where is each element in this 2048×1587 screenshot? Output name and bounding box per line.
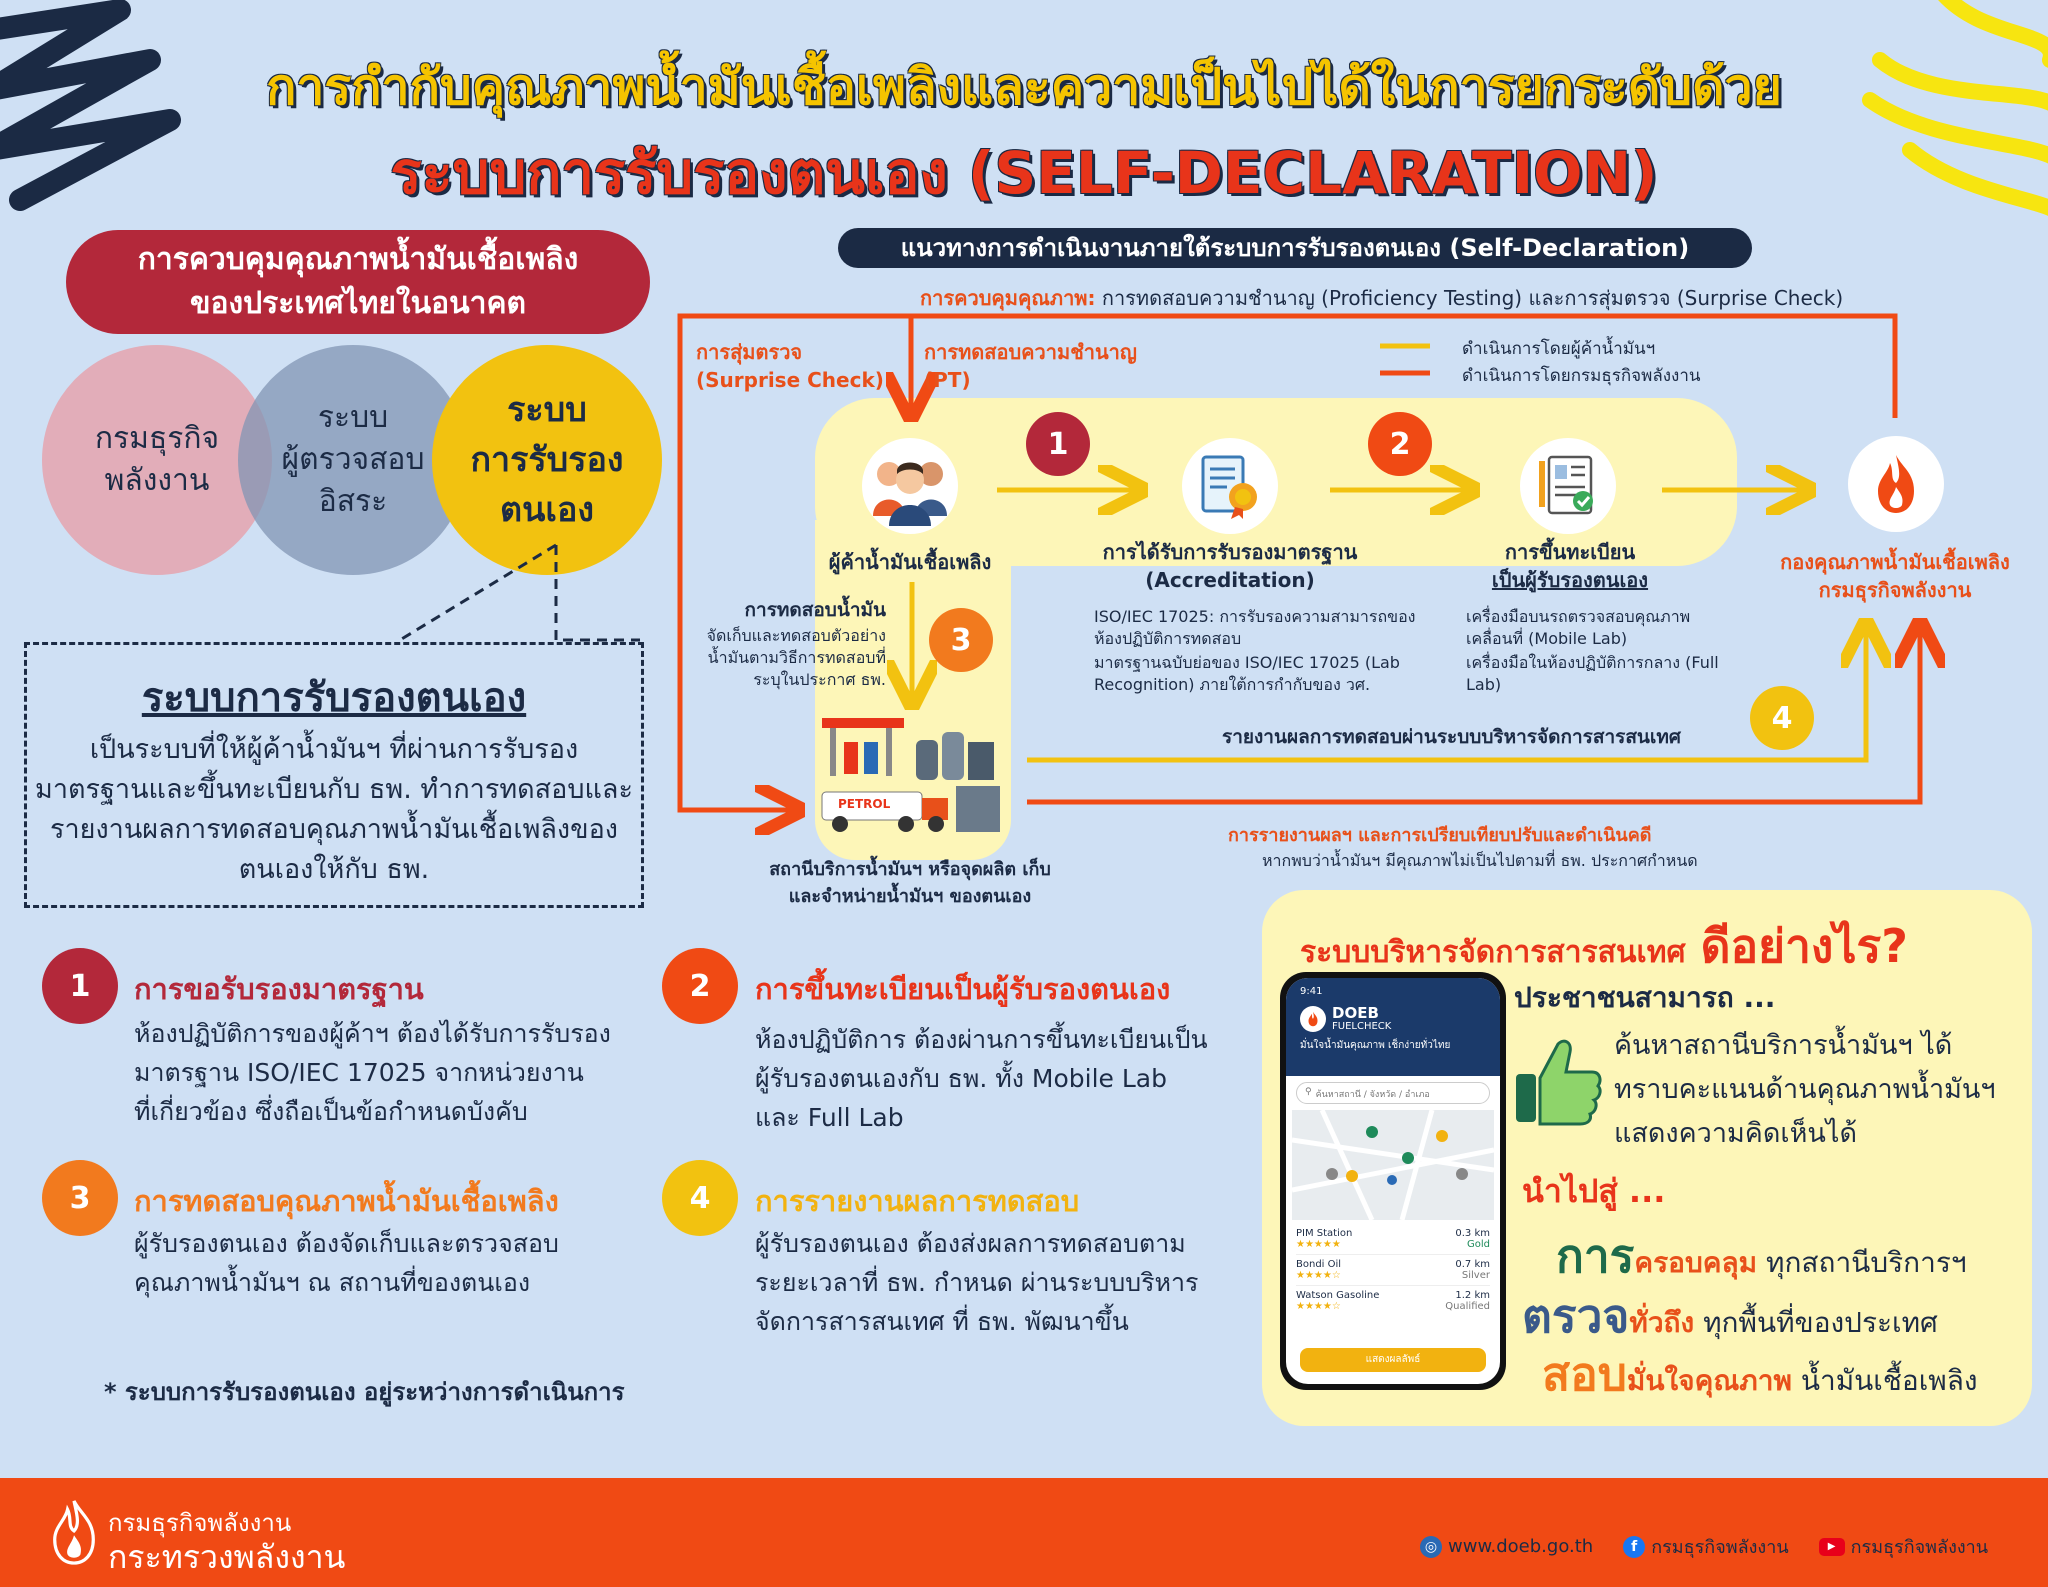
registration-bullet: เครื่องมือในห้องปฏิบัติการกลาง (Full Lab)	[1466, 653, 1719, 694]
circle-doeb-line2: พลังงาน	[104, 463, 210, 498]
facebook-link[interactable]: กรมธุรกิจพลังงาน	[1651, 1537, 1789, 1558]
station-line2: และจำหน่ายน้ำมันฯ ของตนเอง	[788, 886, 1032, 907]
proficiency-test-line1: การทดสอบความชำนาญ	[924, 340, 1137, 364]
certificate-icon	[1182, 438, 1278, 534]
accreditation-bullets	[1090, 606, 1420, 696]
accreditation-label	[1080, 538, 1380, 594]
compare-title: การรายงานผลฯ และการเปรียบเทียบปรับและดำเนินคดี	[1228, 825, 1652, 846]
registration-line1: การขึ้นทะเบียน	[1504, 540, 1636, 564]
fuel-quality-division-label	[1760, 548, 2030, 604]
star-rating-icon: ★★★★★	[1296, 1239, 1341, 1250]
info-heading-text: ระบบบริหารจัดการสารสนเทศ	[1300, 935, 1686, 970]
search-placeholder: ค้นหาสถานี / จังหวัด / อำเภอ	[1315, 1090, 1430, 1100]
step-1-number: 1	[42, 948, 118, 1024]
star-rating-icon: ★★★★☆	[1296, 1270, 1341, 1281]
outcome-big: การ	[1556, 1229, 1635, 1283]
quality-control-label: การควบคุมคุณภาพ:	[920, 286, 1096, 310]
trader-label: ผู้ค้าน้ำมันเชื้อเพลิง	[828, 550, 992, 574]
registration-form-icon	[1520, 438, 1616, 534]
surprise-check-line2: (Surprise Check)	[696, 368, 884, 392]
future-control-pill-line2: ของประเทศไทยในอนาคต	[189, 286, 527, 321]
outcome-mid: มั่นใจคุณภาพ	[1626, 1364, 1792, 1397]
flow-step-4-badge: 4	[1750, 686, 1814, 750]
step-1-title: การขอรับรองมาตรฐาน	[134, 972, 424, 1006]
footer-flame-logo-icon	[44, 1492, 104, 1572]
definition-title: ระบบการรับรองตนเอง	[141, 675, 527, 721]
station-dist: 0.3 km	[1455, 1228, 1490, 1239]
globe-icon: ◎	[1420, 1536, 1442, 1558]
outcome-mid: ครอบคลุม	[1634, 1246, 1758, 1279]
legend-orange: ดำเนินการโดยกรมธุรกิจพลังงาน	[1462, 366, 1701, 386]
list-item[interactable]	[1296, 1286, 1490, 1316]
flow-step-1-badge: 1	[1026, 412, 1090, 476]
list-item[interactable]	[1296, 1224, 1490, 1255]
phone-map[interactable]	[1292, 1110, 1494, 1220]
registration-label	[1430, 538, 1710, 594]
station-grade: Qualified	[1445, 1301, 1490, 1312]
step-4-line: จัดการสารสนเทศ ที่ ธพ. พัฒนาขึ้น	[755, 1307, 1129, 1336]
step-3-line: ผู้รับรองตนเอง ต้องจัดเก็บและตรวจสอบ	[134, 1229, 559, 1258]
accreditation-bullet: มาตรฐานฉบับย่อของ ISO/IEC 17025 (Lab Recognition) ภายใต้การกำกับของ วศ.	[1094, 653, 1400, 694]
registration-bullets	[1462, 606, 1722, 696]
future-control-pill-line1: การควบคุมคุณภาพน้ำมันเชื้อเพลิง	[137, 242, 579, 277]
circle-self-line3: ตนเอง	[500, 490, 594, 530]
compare-text: หากพบว่าน้ำมันฯ มีคุณภาพไม่เป็นไปตามที่ ธพ. ประกาศกำหนด	[1262, 851, 1698, 870]
registration-line2: เป็นผู้รับรองตนเอง	[1491, 568, 1649, 592]
app-tagline: มั่นใจน้ำมันคุณภาพ เช็กง่ายทั่วไทย	[1300, 1040, 1451, 1051]
step-2-line: และ Full Lab	[755, 1103, 904, 1132]
flow-header: แนวทางการดำเนินงานภายใต้ระบบการรับรองตนเอง (Self-Declaration)	[838, 228, 1752, 268]
circle-independent-line3: อิสระ	[318, 484, 388, 519]
step-2-body	[755, 1020, 1255, 1137]
fuel-quality-line1: กองคุณภาพน้ำมันเชื้อเพลิง	[1780, 550, 2010, 574]
definition-text: เป็นระบบที่ให้ผู้ค้าน้ำมันฯ ที่ผ่านการรับรองมาตรฐานและขึ้นทะเบียนกับ ธพ. ทำการทดสอบและรายงานผลการทดสอบคุณภาพน้ำมันเชื้อเพลิงของตนเองให้กับ ธพ.	[35, 734, 633, 885]
step-3-line: คุณภาพน้ำมันฯ ณ สถานที่ของตนเอง	[134, 1268, 531, 1297]
step-3-number: 3	[42, 1160, 118, 1236]
registration-bullet: เครื่องมือบนรถตรวจสอบคุณภาพเคลื่อนที่ (Mobile Lab)	[1466, 607, 1691, 648]
step-2-line: ผู้รับรองตนเองกับ ธพ. ทั้ง Mobile Lab	[755, 1064, 1167, 1093]
accreditation-line1: การได้รับการรับรองมาตรฐาน	[1102, 540, 1358, 564]
step-4-number: 4	[662, 1160, 738, 1236]
benefit-item: ทราบคะแนนด้านคุณภาพน้ำมันฯ	[1614, 1074, 1996, 1105]
station-dist: 0.7 km	[1455, 1259, 1490, 1270]
outcome-big: ตรวจ	[1522, 1289, 1630, 1343]
station-name: Bondi Oil	[1296, 1259, 1342, 1270]
flow-step-2-badge: 2	[1368, 412, 1432, 476]
circle-independent-line1: ระบบ	[317, 400, 389, 435]
surprise-check-label	[696, 338, 884, 394]
quality-control-text: การทดสอบความชำนาญ (Proficiency Testing) และการสุ่มตรวจ (Surprise Check)	[1095, 286, 1844, 310]
benefit-item: ค้นหาสถานีบริการน้ำมันฯ ได้	[1614, 1030, 1953, 1061]
benefit-item: แสดงความคิดเห็นได้	[1614, 1118, 1857, 1149]
app-name: DOEB	[1332, 1004, 1379, 1022]
station-name: PIM Station	[1296, 1228, 1353, 1239]
page-title-line2: ระบบการรับรองตนเอง (SELF-DECLARATION)	[390, 139, 1658, 207]
outcome-confidence	[1542, 1338, 1978, 1411]
phone-status-time: 9:41	[1300, 986, 1323, 997]
public-can-label: ประชาชนสามารถ ...	[1514, 981, 1776, 1014]
phone-search-input[interactable]	[1296, 1082, 1490, 1104]
phone-mockup	[1280, 972, 1506, 1390]
station-list	[1286, 1220, 1500, 1320]
step-4-line: ผู้รับรองตนเอง ต้องส่งผลการทดสอบตาม	[755, 1229, 1186, 1258]
step-1-line: ห้องปฏิบัติการของผู้ค้าฯ ต้องได้รับการรับรอง	[134, 1019, 611, 1048]
star-rating-icon: ★★★★☆	[1296, 1301, 1341, 1312]
footer-org-line2: กระทรวงพลังงาน	[108, 1538, 346, 1576]
outcome-mid: ทั่วถึง	[1629, 1306, 1695, 1339]
doeb-flame-icon	[1848, 436, 1944, 532]
outcome-rest: ทุกพื้นที่ของประเทศ	[1694, 1306, 1938, 1339]
leads-to-label: นำไปสู่ ...	[1522, 1172, 1666, 1210]
step-1-line: ที่เกี่ยวข้อง ซึ่งถือเป็นข้อกำหนดบังคับ	[134, 1097, 528, 1126]
outcome-rest: น้ำมันเชื้อเพลิง	[1791, 1364, 1978, 1397]
benefits-list	[1614, 1024, 1996, 1156]
step-3-body	[134, 1224, 664, 1302]
page-title-line1: การกำกับคุณภาพน้ำมันเชื้อเพลิงและความเป็นไปได้ในการยกระดับด้วย	[266, 58, 1782, 116]
outcome-big: สอบ	[1542, 1347, 1627, 1401]
in-progress-note: * ระบบการรับรองตนเอง อยู่ระหว่างการดำเนินการ	[104, 1378, 625, 1406]
circle-independent-line2: ผู้ตรวจสอบ	[281, 442, 425, 477]
website-link[interactable]: www.doeb.go.th	[1448, 1536, 1594, 1557]
oil-test-text: จัดเก็บและทดสอบตัวอย่างน้ำมันตามวิธีการทดสอบที่ระบุในประกาศ ธพ.	[706, 626, 886, 689]
step-2-title: การขึ้นทะเบียนเป็นผู้รับรองตนเอง	[755, 972, 1171, 1006]
legend-yellow: ดำเนินการโดยผู้ค้าน้ำมันฯ	[1462, 339, 1656, 359]
step-4-body	[755, 1224, 1255, 1341]
step-4-title: การรายงานผลการทดสอบ	[755, 1184, 1080, 1218]
thumbs-up-icon	[1512, 1034, 1602, 1130]
step-2-line: ห้องปฏิบัติการ ต้องผ่านการขึ้นทะเบียนเป็น	[755, 1025, 1208, 1054]
step-2-number: 2	[662, 948, 738, 1024]
step-1-body	[134, 1014, 664, 1131]
flow-step-3-badge: 3	[929, 608, 993, 672]
info-heading-big: ดีอย่างไร?	[1700, 919, 1908, 973]
proficiency-test-label	[924, 338, 1137, 394]
app-logo-icon	[1300, 1006, 1326, 1032]
youtube-icon: ▶	[1819, 1538, 1845, 1556]
step-1-line: มาตรฐาน ISO/IEC 17025 จากหน่วยงาน	[134, 1058, 584, 1087]
station-illustration	[816, 712, 1006, 842]
station-name: Watson Gasoline	[1296, 1290, 1380, 1301]
trader-icon	[862, 438, 958, 534]
outcome-rest: ทุกสถานีบริการฯ	[1757, 1246, 1967, 1279]
circle-self-line2: การรับรอง	[470, 440, 624, 480]
circle-self-line1: ระบบ	[507, 390, 587, 430]
station-line1: สถานีบริการน้ำมันฯ หรือจุดผลิต เก็บ	[769, 859, 1051, 880]
station-grade: Gold	[1467, 1239, 1490, 1250]
search-icon: ⚲	[1305, 1087, 1312, 1097]
footer-links	[1420, 1532, 1988, 1561]
circle-doeb-line1: กรมธุรกิจ	[94, 421, 220, 456]
step-4-line: ระยะเวลาที่ ธพ. กำหนด ผ่านระบบบริหาร	[755, 1268, 1199, 1297]
oil-test-title: การทดสอบน้ำมัน	[744, 599, 886, 621]
station-dist: 1.2 km	[1455, 1290, 1490, 1301]
fuel-quality-line2: กรมธุรกิจพลังงาน	[1818, 578, 1972, 602]
show-results-button[interactable]: แสดงผลลัพธ์	[1300, 1348, 1486, 1372]
accreditation-line2: (Accreditation)	[1145, 568, 1315, 592]
surprise-check-line1: การสุ่มตรวจ	[696, 340, 803, 364]
report-line-label: รายงานผลการทดสอบผ่านระบบบริหารจัดการสารสนเทศ	[1222, 726, 1681, 748]
petrol-sign: PETROL	[838, 797, 891, 811]
accreditation-bullet: ISO/IEC 17025: การรับรองความสามารถของห้องปฏิบัติการทดสอบ	[1094, 607, 1416, 648]
station-label	[730, 856, 1090, 910]
station-grade: Silver	[1461, 1270, 1490, 1281]
youtube-link[interactable]: กรมธุรกิจพลังงาน	[1850, 1537, 1989, 1558]
footer-org-line1: กรมธุรกิจพลังงาน	[108, 1509, 292, 1537]
proficiency-test-line2: (PT)	[924, 368, 971, 392]
app-sub: FUELCHECK	[1332, 1021, 1392, 1032]
list-item[interactable]	[1296, 1255, 1490, 1286]
step-3-title: การทดสอบคุณภาพน้ำมันเชื้อเพลิง	[134, 1184, 559, 1218]
footer-org	[108, 1508, 345, 1576]
facebook-icon: f	[1623, 1536, 1645, 1558]
